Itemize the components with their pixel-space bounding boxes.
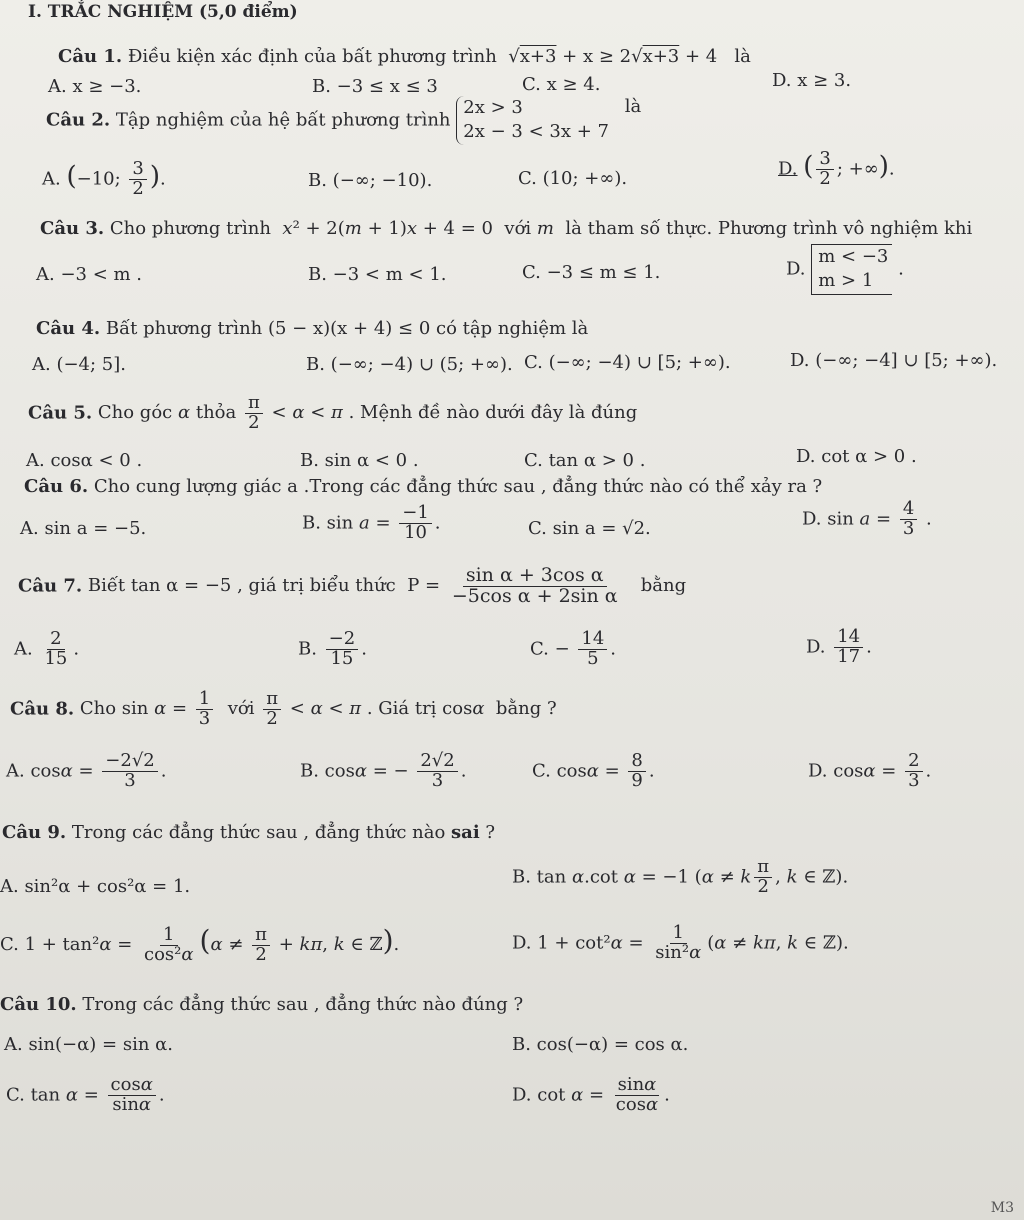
question-5: Câu 5. Cho góc α thỏa $\frac{\pi}{2}$ < α < π . Mệnh đề nào dưới đây là đúng [28,392,638,433]
q4-option-a[interactable]: A. (−4; 5]. [32,354,126,375]
q2-option-c[interactable]: C. (10; +∞). [518,168,628,189]
question-9: Câu 9. Trong các đẳng thức sau , đẳng thức nào sai ? [2,822,496,843]
q4-option-c[interactable]: C. (−∞; −4) ∪ [5; +∞). [524,352,731,373]
question-7: Câu 7. Biết tan α = −5 , giá trị biểu thức P = $\frac{\text{sin α + 3cos α}}{\text{−5cos α + 2sin α}}$ bằng [18,564,687,607]
q6-option-b[interactable]: B. sin a = $\frac{-1}{10}$ . [302,502,441,543]
q10-option-a[interactable]: A. sin(−α) = sin α. [4,1034,174,1055]
q7-option-b[interactable]: B. $\frac{-2}{15}$ . [298,628,367,669]
q6-option-c[interactable]: C. sin a = √2. [528,518,651,539]
q9-option-b[interactable]: B. tan α.cot α = −1 (α ≠ k $\frac{\pi}{2}$ , k ∈ ℤ). [512,856,849,897]
q4-option-d[interactable]: D. (−∞; −4] ∪ [5; +∞). [790,350,998,371]
q5-option-d[interactable]: D. cot α > 0 . [796,446,917,467]
q8-option-b[interactable]: B. cosα = − $\frac{2√2}{3}$ . [300,750,467,791]
q6-option-a[interactable]: A. sin a = −5. [20,518,147,539]
q2-option-d[interactable]: D. ( $\frac{3}{2}$ ; +∞). [778,148,895,189]
question-2: Câu 2. Tập nghiệm của hệ bất phương trình 2x > 3 2x − 3 < 3x + 7 là [46,96,641,145]
q10-option-c[interactable]: C. tan α = $\frac{\cos\alpha}{\sin\alpha}$ . [6,1074,165,1115]
q7-option-a[interactable]: A. $\frac{2}{15}$ . [14,628,80,669]
question-4: Câu 4. Bất phương trình (5 − x)(x + 4) ≤ 0 có tập nghiệm là [36,318,589,339]
q2-option-a[interactable]: A. (−10; $\frac{3}{2}$ ). [42,158,166,199]
q10-option-b[interactable]: B. cos(−α) = cos α. [512,1034,689,1055]
page-code: M3 [990,1200,1014,1216]
question-8: Câu 8. Cho sin α = $\frac{1}{3}$ với $\frac{\pi}{2}$ < α < π . Giá trị cosα bằng ? [10,688,557,729]
q7-option-d[interactable]: D. $\frac{14}{17}$ . [806,626,872,667]
q10-option-d[interactable]: D. cot α = $\frac{\sin\alpha}{\cos\alpha}$ . [512,1074,670,1115]
question-3: Câu 3. Cho phương trình x² + 2(m + 1)x + 4 = 0 với m là tham số thực. Phương trình vô nghiệm khi [40,218,973,239]
section-heading: I. TRẮC NGHIỆM (5,0 điểm) [28,2,298,22]
q5-option-a[interactable]: A. cosα < 0 . [26,450,143,471]
q3-option-a[interactable]: A. −3 < m . [36,264,143,285]
q1-option-c[interactable]: C. x ≥ 4. [522,74,601,95]
q6-option-d[interactable]: D. sin a = $\frac{4}{3}$ . [802,498,932,539]
q3-bracket: m < −3 m > 1 [811,244,892,295]
q9-option-c[interactable]: C. 1 + tan²α = $\frac{1}{\text{cos²α}}$ (α ≠ $\frac{\pi}{2}$ + kπ, k ∈ ℤ). [0,923,400,965]
q5-option-c[interactable]: C. tan α > 0 . [524,450,646,471]
q2-option-b[interactable]: B. (−∞; −10). [308,170,433,191]
q3-option-c[interactable]: C. −3 ≤ m ≤ 1. [522,262,661,283]
question-10: Câu 10. Trong các đẳng thức sau , đẳng thức nào đúng ? [0,994,524,1015]
q2-system-brace: 2x > 3 2x − 3 < 3x + 7 [456,96,609,145]
q9-option-a[interactable]: A. sin²α + cos²α = 1. [0,876,191,897]
q1-option-d[interactable]: D. x ≥ 3. [772,70,852,91]
q5-option-b[interactable]: B. sin α < 0 . [300,450,419,471]
q8-option-c[interactable]: C. cosα = $\frac{8}{9}$ . [532,750,655,791]
q3-option-d[interactable]: D. m < −3 m > 1 . [786,244,904,295]
question-1: Câu 1. Điều kiện xác định của bất phương trình √x+3 + x ≥ 2√x+3 + 4 là [58,46,751,67]
q1-option-b[interactable]: B. −3 ≤ x ≤ 3 [312,76,438,97]
q3-option-b[interactable]: B. −3 < m < 1. [308,264,447,285]
q8-option-d[interactable]: D. cosα = $\frac{2}{3}$ . [808,750,932,791]
q7-option-c[interactable]: C. − $\frac{14}{5}$ . [530,628,617,669]
q4-option-b[interactable]: B. (−∞; −4) ∪ (5; +∞). [306,354,513,375]
q9-option-d[interactable]: D. 1 + cot²α = $\frac{1}{\text{sin²α}}$ (α ≠ kπ, k ∈ ℤ). [512,922,849,963]
q1-option-a[interactable]: A. x ≥ −3. [48,76,142,97]
q8-option-a[interactable]: A. cosα = $\frac{-2√2}{3}$ . [6,750,167,791]
question-6: Câu 6. Cho cung lượng giác a .Trong các đẳng thức sau , đẳng thức nào có thể xảy ra ? [24,476,823,497]
